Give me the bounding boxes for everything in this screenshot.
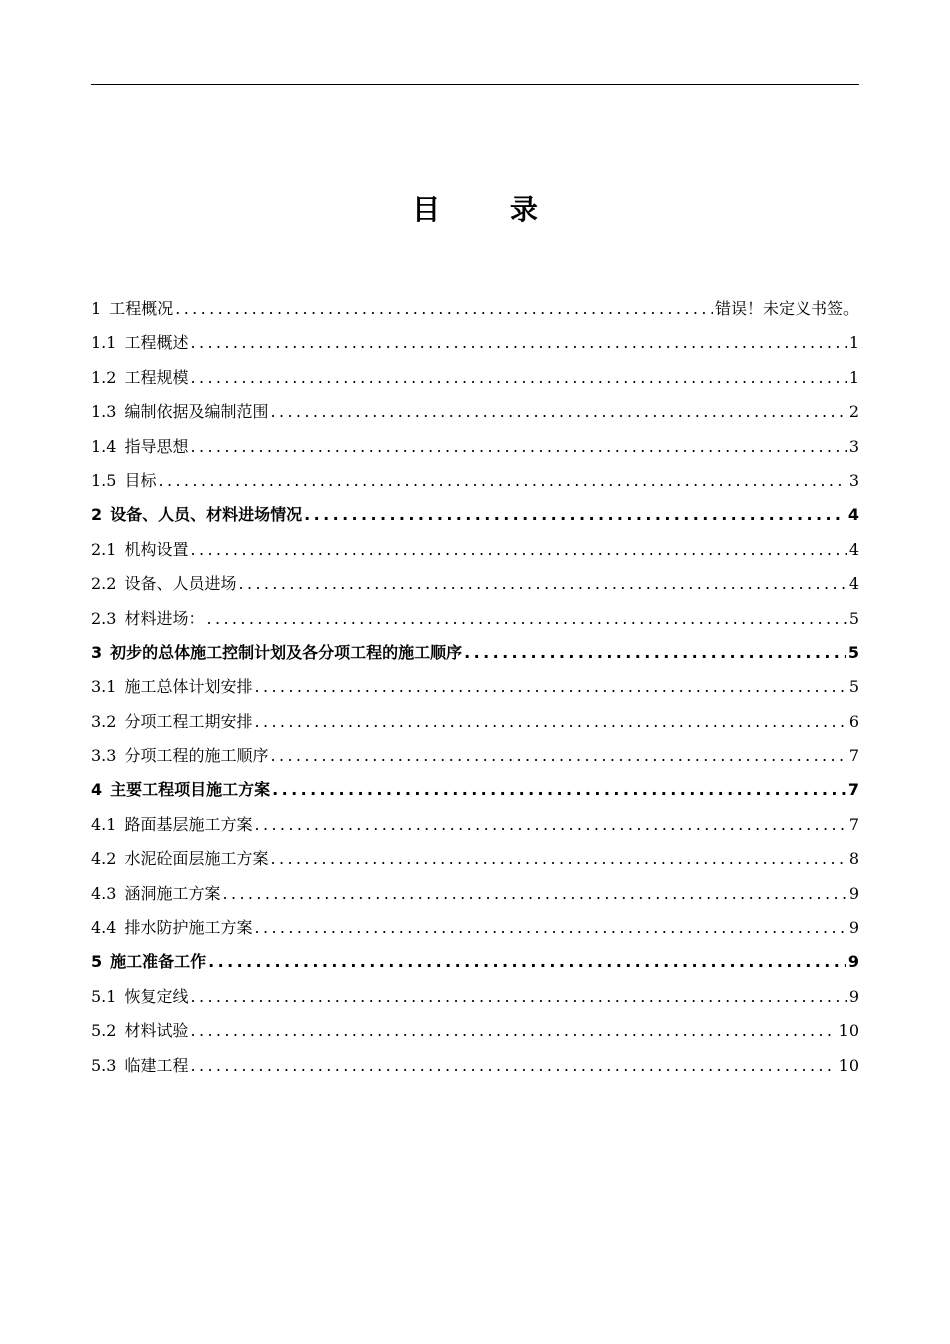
toc-entry-text: 主要工程项目施工方案 [110,780,271,800]
toc-entry[interactable] [91,567,859,601]
toc-entry-page: 1 [848,367,859,387]
toc-entry[interactable] [91,533,859,567]
toc-entry-text: 恢复定线 [124,986,189,1006]
toc-entry-leader [190,1014,836,1048]
toc-entry-leader [464,636,846,670]
toc-entry-text: 施工准备工作 [110,952,207,972]
toc-entry-text: 涵洞施工方案 [124,883,221,903]
toc-entry-number: 4.2 [91,849,117,869]
toc-entry-page: 5 [848,677,859,697]
toc-entry-text: 工程概况 [109,299,174,318]
toc-entry-page: 1 [848,333,859,353]
toc-entry-page: 8 [848,849,859,869]
toc-entry[interactable] [91,980,859,1014]
toc-entry-leader [175,292,713,326]
toc-entry-number: 4 [91,780,103,800]
toc-entry-number: 3.1 [91,677,117,697]
toc-entry-number: 2.2 [91,574,117,594]
toc-entry-leader [304,498,846,532]
toc-entry-text: 临建工程 [124,1055,189,1075]
toc-title: 目 录 [412,193,568,226]
toc-entry[interactable] [91,877,859,911]
toc-entry[interactable] [91,945,859,979]
toc-entry-number: 1.3 [91,402,117,422]
toc-entry[interactable] [91,292,859,326]
toc-entry-leader [272,773,846,807]
toc-entry[interactable] [91,636,859,670]
toc-entry[interactable] [91,361,859,395]
toc-entry-leader [270,395,846,429]
toc-entry-page: 3 [848,470,859,490]
toc-entry-text: 目标 [124,470,157,490]
toc-entry-number: 4.3 [91,883,117,903]
toc-entry-text: 指导思想 [124,436,189,456]
toc-entry-number: 1 [91,299,102,318]
toc-entry-leader [190,1049,836,1083]
toc-entry-number: 3 [91,642,103,662]
toc-entry[interactable] [91,1014,859,1048]
toc-entry-number: 1.1 [91,333,117,353]
toc-entry-leader [158,464,846,498]
toc-entry-page: 5 [847,642,859,662]
toc-entry-leader [190,361,846,395]
toc-entry[interactable] [91,911,859,945]
toc-entry[interactable] [91,739,859,773]
toc-entry-number: 2.3 [91,608,117,628]
toc-entry-number: 1.5 [91,470,117,490]
toc-entry-page: 7 [848,814,859,834]
toc-entry-page: 4 [848,539,859,559]
toc-entry-text: 设备、人员、材料进场情况 [110,505,303,525]
toc-entry-leader [270,739,846,773]
toc-entry-text: 路面基层施工方案 [124,814,253,834]
toc-entry-leader [254,911,846,945]
toc-entry-leader [190,980,846,1014]
toc-entry-page: 9 [848,883,859,903]
toc-entry-leader [208,945,846,979]
toc-entry-page: 4 [848,574,859,594]
toc-entry-number: 5 [91,952,103,972]
toc-entry[interactable] [91,808,859,842]
toc-entry-leader [254,808,846,842]
toc-entry-leader [238,567,846,601]
toc-entry-number: 4.1 [91,814,117,834]
toc-entry-leader [254,705,846,739]
toc-entry-number: 5.2 [91,1021,117,1041]
toc-entry-text: 施工总体计划安排 [124,677,253,697]
toc-entry-number: 2.1 [91,539,117,559]
toc-entry-number: 4.4 [91,918,117,938]
toc-entry-text: 设备、人员进场 [124,574,237,594]
toc-entry-leader [190,326,846,360]
toc-entry-number: 1.2 [91,367,117,387]
toc-entry[interactable] [91,602,859,636]
toc-entry[interactable] [91,498,859,532]
toc-entry-leader [190,430,846,464]
toc-entry-leader [206,602,846,636]
toc-entry-number: 1.4 [91,436,117,456]
toc-entry-text: 材料试验 [124,1021,189,1041]
toc-entry-text: 工程概述 [124,333,189,353]
toc-entry[interactable] [91,842,859,876]
toc-entry-text: 初步的总体施工控制计划及各分项工程的施工顺序 [110,642,463,662]
toc-entry-number: 3.2 [91,711,117,731]
toc-entry-page: 9 [848,986,859,1006]
toc-entry-number: 3.3 [91,746,117,766]
toc-entry-page: 7 [848,746,859,766]
toc-entry[interactable] [91,430,859,464]
toc-entry-number: 5.3 [91,1055,117,1075]
toc-entry[interactable] [91,773,859,807]
toc-entry-page: 5 [848,608,859,628]
toc-entry-leader [270,842,846,876]
toc-entry-text: 排水防护施工方案 [124,918,253,938]
toc-entry-leader [254,670,846,704]
toc-entry-text: 材料进场： [124,608,205,628]
toc-entry[interactable] [91,705,859,739]
toc-entry-page: 10 [838,1055,859,1075]
toc-entry-text: 分项工程的施工顺序 [124,746,269,766]
toc-entry-page: 4 [847,505,859,525]
toc-entry-page: 2 [848,402,859,422]
toc-entry[interactable] [91,1049,859,1083]
toc-entry-page: 6 [848,711,859,731]
toc-entry-page: 7 [847,780,859,800]
toc-entry-page: 9 [847,952,859,972]
toc-entry-page: 3 [848,436,859,456]
toc-entry[interactable] [91,670,859,704]
header-rule [91,84,859,85]
toc-entry-page: 9 [848,918,859,938]
toc-entry-text: 编制依据及编制范围 [124,402,269,422]
toc-entry-number: 2 [91,505,103,525]
toc-entry[interactable] [91,395,859,429]
toc-entry-leader [190,533,846,567]
toc-entry-number: 5.1 [91,986,117,1006]
toc-entry-text: 水泥砼面层施工方案 [124,849,269,869]
toc-entry-text: 机构设置 [124,539,189,559]
toc-entry-leader [222,877,846,911]
toc-entry[interactable] [91,464,859,498]
toc-entry-text: 分项工程工期安排 [124,711,253,731]
toc-entry-text: 工程规模 [124,367,189,387]
table-of-contents [91,292,859,1083]
toc-entry[interactable] [91,326,859,360]
toc-entry-page: 错误！未定义书签。 [714,299,859,318]
toc-entry-page: 10 [838,1021,859,1041]
